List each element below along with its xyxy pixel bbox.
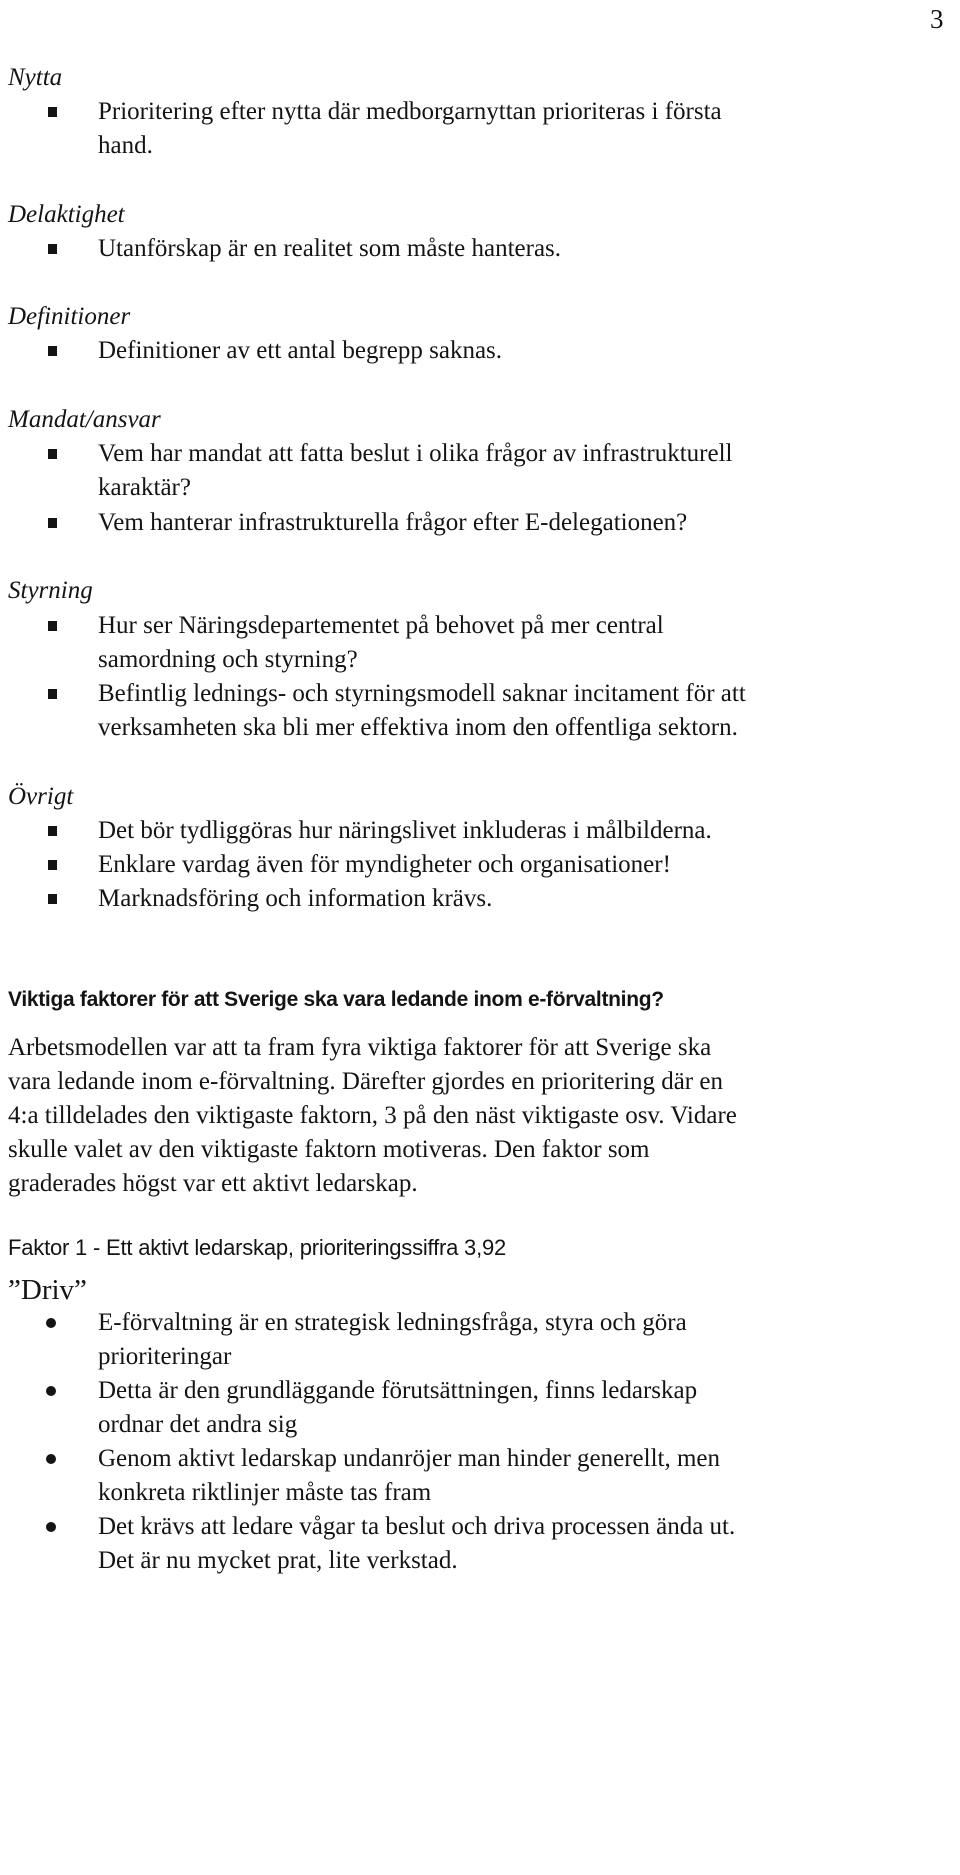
list-item-line: Prioritering efter nytta där medborgarnyttan prioriteras i första: [98, 98, 722, 125]
section-heading-mandat: Mandat/ansvar: [8, 406, 161, 433]
bullet-marker: [48, 621, 57, 631]
paragraph-line: vara ledande inom e-förvaltning. Därefter gjordes en prioritering där en: [8, 1068, 723, 1095]
list-item-line: hand.: [98, 132, 153, 159]
paragraph-line: 4:a tilldelades den viktigaste faktorn, 3 på den näst viktigaste osv. Vidare: [8, 1102, 737, 1129]
section-heading-styrning: Styrning: [8, 577, 93, 604]
list-item-line: ordnar det andra sig: [98, 1411, 298, 1438]
list-item-line: Marknadsföring och information krävs.: [98, 885, 493, 912]
section-heading-nytta: Nytta: [8, 64, 63, 91]
list-item-line: karaktär?: [98, 474, 191, 501]
page-number: 3: [930, 4, 944, 34]
bullet-marker: [48, 449, 57, 459]
bullet-marker: [48, 518, 57, 528]
list-item-line: Vem hanterar infrastrukturella frågor efter E-delegationen?: [98, 509, 688, 536]
section-heading-definitioner: Definitioner: [8, 303, 131, 330]
paragraph-line: Arbetsmodellen var att ta fram fyra viktiga faktorer för att Sverige ska: [8, 1034, 712, 1061]
bullet-dot: [46, 1454, 56, 1464]
list-item-line: E-förvaltning är en strategisk ledningsfråga, styra och göra: [98, 1309, 687, 1336]
section-heading-ovrigt: Övrigt: [8, 783, 74, 810]
bullet-marker: [48, 244, 57, 254]
bullet-marker: [48, 826, 57, 836]
driv-heading: ”Driv”: [8, 1274, 87, 1306]
list-item-line: Det krävs att ledare vågar ta beslut och driva processen ända ut.: [98, 1513, 736, 1540]
bullet-marker: [48, 894, 57, 904]
list-item-line: Vem har mandat att fatta beslut i olika frågor av infrastrukturell: [98, 440, 733, 467]
list-item-line: Enklare vardag även för myndigheter och organisationer!: [98, 851, 671, 878]
list-item-line: prioriteringar: [98, 1343, 232, 1370]
list-item-line: Hur ser Näringsdepartementet på behovet på mer central: [98, 612, 664, 639]
list-item-line: Utanförskap är en realitet som måste hanteras.: [98, 235, 562, 262]
paragraph-line: graderades högst var ett aktivt ledarskap.: [8, 1170, 418, 1197]
bullet-marker: [48, 346, 57, 356]
list-item-line: verksamheten ska bli mer effektiva inom den offentliga sektorn.: [98, 714, 738, 741]
list-item-line: konkreta riktlinjer måste tas fram: [98, 1479, 432, 1506]
list-item-line: Genom aktivt ledarskap undanröjer man hinder generellt, men: [98, 1445, 721, 1472]
list-item-line: Detta är den grundläggande förutsättningen, finns ledarskap: [98, 1377, 698, 1404]
list-item-line: Definitioner av ett antal begrepp saknas.: [98, 337, 503, 364]
section-heading-delaktighet: Delaktighet: [8, 201, 125, 228]
bullet-dot: [46, 1318, 56, 1328]
list-item-line: samordning och styrning?: [98, 646, 358, 673]
bullet-marker: [48, 860, 57, 870]
factors-heading: Viktiga faktorer för att Sverige ska vara ledande inom e-förvaltning?: [8, 988, 664, 1011]
list-item-line: Befintlig lednings- och styrningsmodell saknar incitament för att: [98, 680, 746, 707]
bullet-marker: [48, 107, 57, 117]
list-item-line: Det är nu mycket prat, lite verkstad.: [98, 1547, 458, 1574]
bullet-dot: [46, 1386, 56, 1396]
bullet-dot: [46, 1522, 56, 1532]
paragraph-line: skulle valet av den viktigaste faktorn motiveras. Den faktor som: [8, 1136, 650, 1163]
list-item-line: Det bör tydliggöras hur näringslivet inkluderas i målbilderna.: [98, 817, 712, 844]
bullet-marker: [48, 689, 57, 699]
factor1-heading: Faktor 1 - Ett aktivt ledarskap, prioriteringssiffra 3,92: [8, 1235, 507, 1260]
